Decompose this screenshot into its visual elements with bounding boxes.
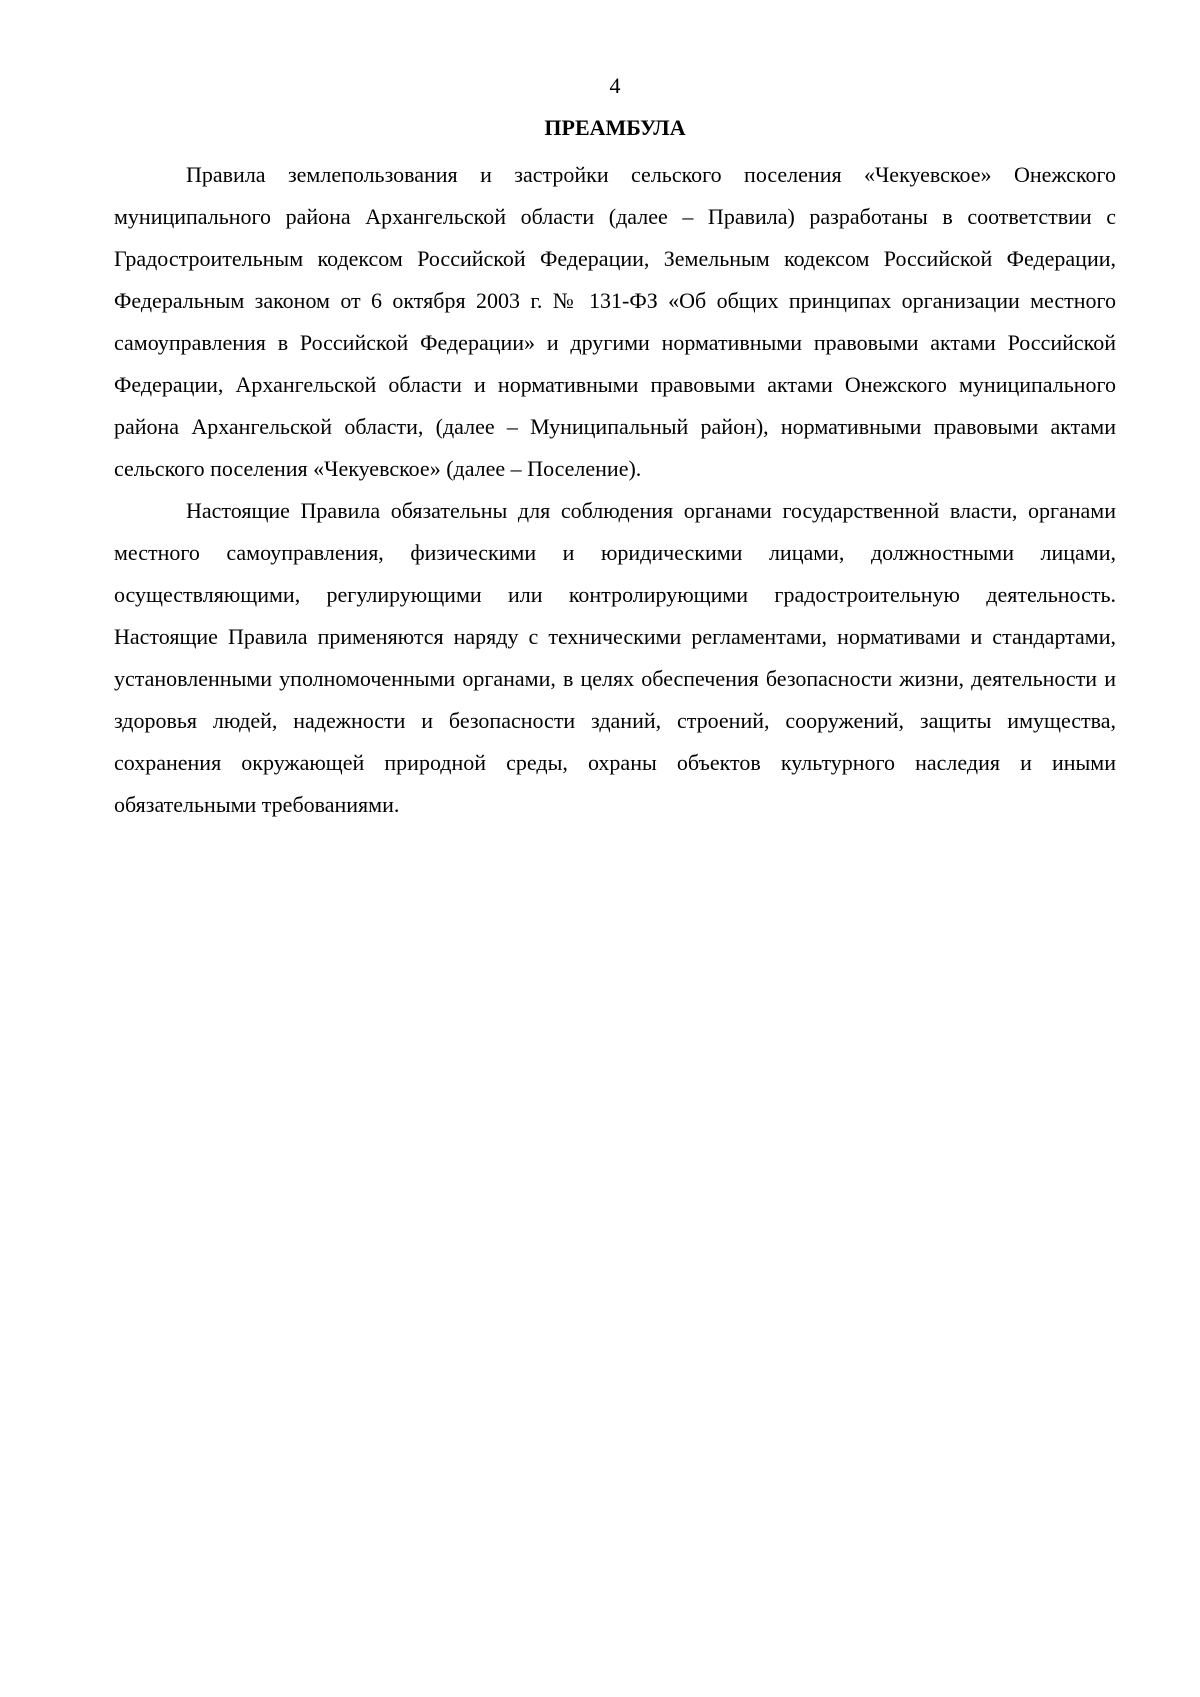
paragraph-2: Настоящие Правила обязательны для соблюдения органами государственной власти, органами местного самоуправления, физическими и юридическими лицами, должностными лицами, осуществляющими, регулирующими или контролирующими градостроительную деятельность. Настоящие Правила применяются наряду с техническими регламентами, нормативами и стандартами, установленными уполномоченными органами, в целях обеспечения безопасности жизни, деятельности и здоровья людей, надежности и безопасности зданий, строений, сооружений, защиты имущества, сохранения окружающей природной среды, охраны объектов культурного наследия и иными обязательными требованиями. xyxy=(114,498,1116,817)
paragraph-1: Правила землепользования и застройки сельского поселения «Чекуевское» Онежского муниципального района Архангельской области (далее – Правила) разработаны в соответствии с Градостроительным кодексом Российской Федерации, Земельным кодексом Российской Федерации, Федеральным законом от 6 октября 2003 г. № 131-ФЗ «Об общих принципах организации местного самоуправления в Российской Федерации» и другими нормативными правовыми актами Российской Федерации, Архангельской области и нормативными правовыми актами Онежского муниципального района Архангельской области, (далее – Муниципальный район), нормативными правовыми актами сельского поселения «Чекуевское» (далее – Поселение). xyxy=(114,162,1116,481)
section-heading: ПРЕАМБУЛА xyxy=(544,115,686,140)
page-number: 4 xyxy=(609,73,621,98)
